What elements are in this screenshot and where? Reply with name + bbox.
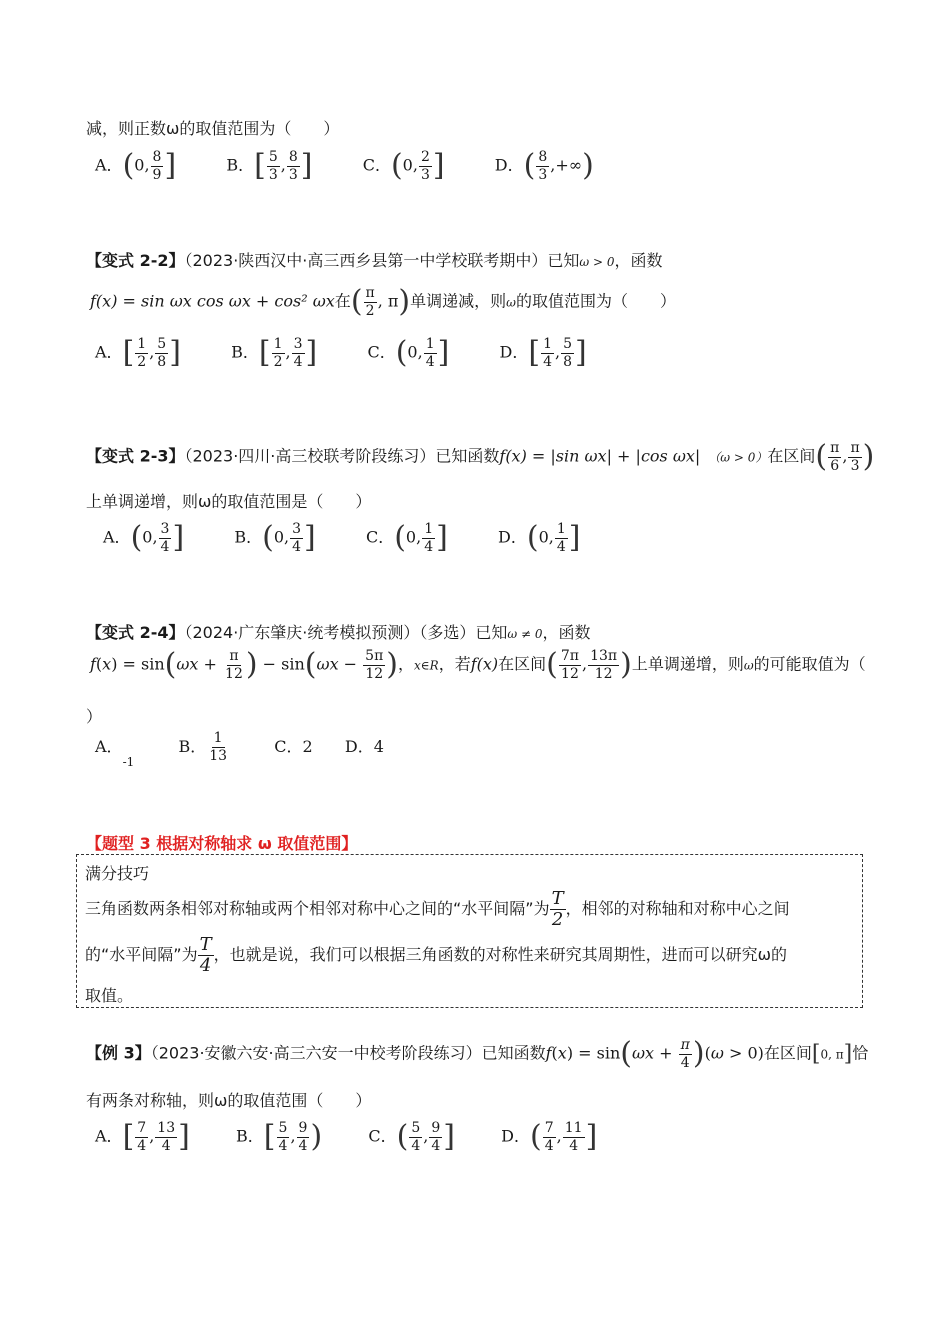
tips-box — [76, 854, 863, 1008]
v23-stem-line2: 上单调递增，则ω的取值范围是（ ） — [86, 492, 372, 511]
section-title: 【题型 3 根据对称轴求 ω 取值范围】 — [86, 834, 358, 853]
v24-stem-line3: ） — [86, 707, 103, 726]
v22-stem-line1: 【变式 2-2】（2023·陕西汉中·高三西乡县第一中学校联考期中）已知ω > 0，函数 — [86, 251, 663, 270]
ex3-stem-line2: 有两条对称轴，则ω的取值范围（ ） — [86, 1091, 372, 1110]
tips-line3: 取值。 — [85, 986, 134, 1005]
tips-line2: 的“水平间隔”为 $\frac{T}{4}$ ，也就是说，我们可以根据三角函数的对称性来研究其周期性，进而可以研究ω的 — [85, 934, 788, 976]
v22-stem-line2: f(x) = sin ωx cos ωx + cos² ωx在( $\frac{\pi}{2}$ , π)单调递减，则ω的取值范围为（ ） — [90, 284, 676, 319]
tips-box-title: 满分技巧 — [85, 864, 150, 883]
v23-stem-line1: 【变式 2-3】（2023·四川·高三校联考阶段练习）已知函数f(x) = |sin ωx| + |cos ωx| （ω > 0）在区间( $\frac{\pi}{6}$ , $\frac{\pi}{3}$ ) — [86, 439, 875, 474]
ex3-stem-line1: 【例 3】（2023·安徽六安·高三六安一中校考阶段练习）已知函数f(x) = sin(ωx + $\frac{\pi}{4}$ )(ω > 0)在区间[0, π]恰 — [86, 1036, 869, 1071]
v24-stem-line2: f(x) = sin(ωx + $\frac{\pi}{12}$ ) − sin(ωx − $\frac{5\pi}{12}$ )，x∈R，若f(x)在区间( $\frac{7\pi}{12}$ , $\frac{13\pi}{12}$ )上单调递增，则ω的可能取值为（ — [90, 647, 866, 682]
v23-options: A．(0, $\frac{3}{4}$ ] B．(0, $\frac{3}{4}$ ] C．(0, $\frac{1}{4}$ ] D．(0, $\frac{1}{4}$ ] — [103, 520, 581, 555]
q1-stem: 减，则正数ω的取值范围为（ ） — [86, 119, 340, 138]
ex3-options: A．[ $\frac{7}{4}$ , $\frac{13}{4}$ ] B．[ $\frac{5}{4}$ , $\frac{9}{4}$ ) C．( $\frac{5}{4}$ , $\frac{9}{4}$ ] D．( $\frac{7}{4}$ , $\frac{11}{4}$ ] — [95, 1119, 598, 1154]
v24-stem-line1: 【变式 2-4】（2024·广东肇庆·统考模拟预测）（多选）已知ω ≠ 0，函数 — [86, 623, 591, 642]
v24-options: A．$_{-1}$ B． $\frac{1}{13}$ C．2 D．4 — [95, 730, 384, 769]
q1-options: A．(0, $\frac{8}{9}$ ] B．[ $\frac{5}{3}$ , $\frac{8}{3}$ ] C．(0, $\frac{2}{3}$ ] D．( $\frac{8}{3}$ ,+∞) — [95, 148, 594, 183]
v22-options: A．[ $\frac{1}{2}$ , $\frac{5}{8}$ ] B．[ $\frac{1}{2}$ , $\frac{3}{4}$ ] C．(0, $\frac{1}{4}$ ] D．[ $\frac{1}{4}$ , $\frac{5}{8}$ ] — [95, 335, 587, 370]
tips-line1: 三角函数两条相邻对称轴或两个相邻对称中心之间的“水平间隔”为 $\frac{T}{2}$ ，相邻的对称轴和对称中心之间 — [85, 888, 790, 930]
